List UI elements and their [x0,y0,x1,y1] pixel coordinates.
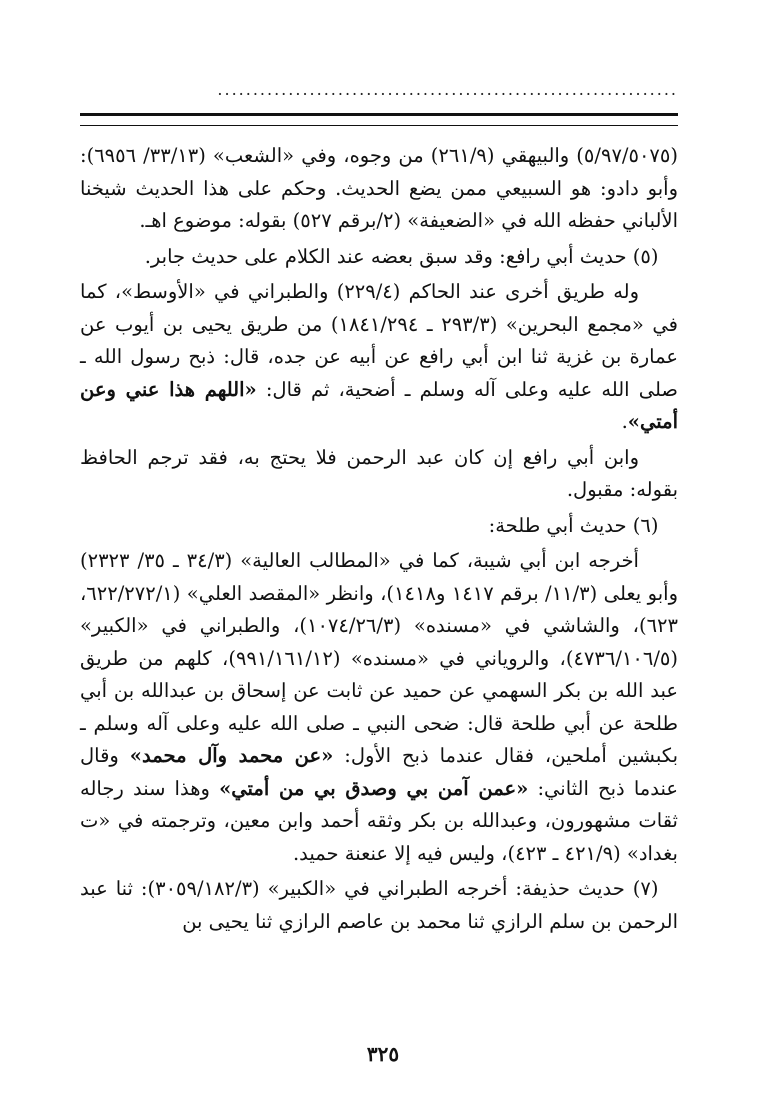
paragraph-takhrij [80,545,678,870]
paragraph-text: وله طريق أخرى عند الحاكم (٢٢٩/٤) والطبراني في «الأوسط»، كما في «مجمع البحرين» (٢٩٣/٣ ـ ١٨٤١/٢٩٤) من طريق يحيى بن أيوب عن عمارة بن غزية ثنا ابن أبي رافع عن أبيه عن جده، قال: ذبح رسول الله ـ صلى الله عليه وعلى آله وسلم ـ أضحية، ثم قال: [80,280,678,401]
header-rule-thin [80,125,678,126]
header-rule-thick [80,113,678,116]
bold-hadith-text: «اللهم هذا عني وعن أمتي» [80,377,678,433]
paragraph-ibn-abi-rafi: وابن أبي رافع إن كان عبد الرحمن فلا يحتج به، فقد ترجم الحافظ بقوله: مقبول. [80,445,678,501]
paragraph-hadith-abu-rafi: (٥) حديث أبي رافع: وقد سبق بعضه عند الكلام على حديث جابر. [144,244,659,268]
paragraph-text: وقال عندما ذبح الثاني: [80,744,679,800]
paragraph-text: وهذا سند رجاله ثقات مشهورون، وعبدالله بن بكر وثقه أحمد وابن معين، وترجمته في «ت بغداد» (٤٢١/٩ ـ ٤٢٣)، وليس فيه إلا عنعنة حميد. [80,776,678,865]
paragraph-hadith-hudhayfa: (٧) حديث حذيفة: أخرجه الطبراني في «الكبير» (٣٠٥٩/١٨٢/٣): ثنا عبد الرحمن بن سلم الرازي ثنا محمد بن عاصم الرازي ثنا يحيى بن [80,877,678,933]
header-dotted-line: ................................................................. [217,80,678,99]
bold-hadith-text: «عن محمد وآل محمد» [129,744,334,767]
page-number: ٣٢٥ [366,1042,400,1066]
paragraph-text: أخرجه ابن أبي شيبة، كما في «المطالب العالية» (٣٤/٣ ـ ٣٥/ ٢٣٢٣) وأبو يعلى (١١/٣/ برقم ١٤١٧ و١٤١٨)، وانظر «المقصد العلي» (٦٢٢/٢٧٢/١، ٦٢٣)، والشاشي في «مسنده» (١٠٧٤/٢٦/٣)، والطبراني في «الكبير» (٤٧٣٦/١٠٦/٥)، والروياني في «مسنده» (٩٩١/١٦١/١٢)، كلهم من طريق عبد الله بن بكر السهمي عن حميد عن ثابت عن إسحاق بن عبدالله بن أبي طلحة عن أبي طلحة قال: ضحى النبي ـ صلى الله عليه وعلى آله وسلم ـ بكبشين أملحين، فقال عندما ذبح الأول: [80,549,679,767]
paragraph-continuation: (٥/٩٧/٥٠٧٥) والبيهقي (٢٦١/٩) من وجوه، وفي «الشعب» (٣٣/١٣/ ٦٩٥٦): وأبو دادو: هو السبيعي ممن يضع الحديث. وحكم على هذا الحديث شيخنا الألباني حفظه الله في «الضعيفة» (٢/برقم ٥٢٧) بقوله: موضوع اهـ. [80,144,678,232]
bold-hadith-text: «عمن آمن بي وصدق بي من أمتي» [219,776,529,800]
paragraph-hadith-abu-talha: (٦) حديث أبي طلحة: [488,513,659,537]
footnote-body [80,140,678,941]
paragraph-another-route [80,276,678,439]
paragraph-punct: . [621,410,628,433]
